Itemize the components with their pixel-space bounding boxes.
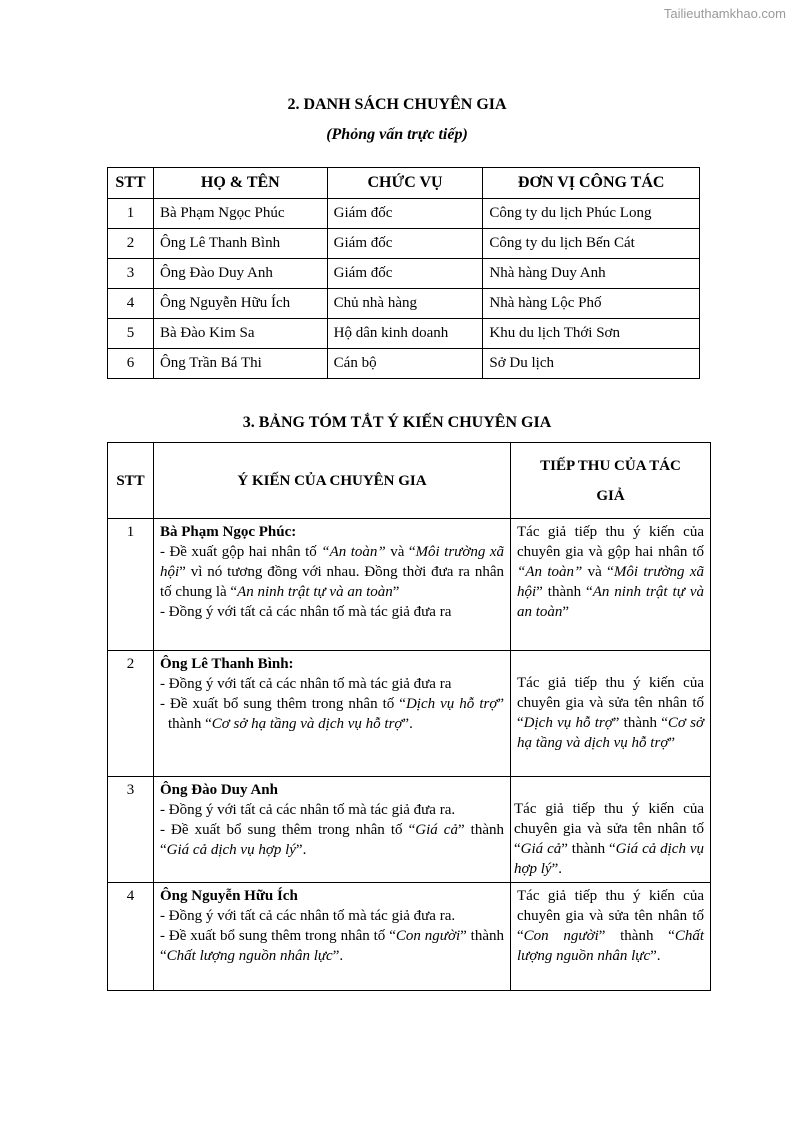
opinion-text: - Đề xuất bổ sung thêm trong nhân tố “Giá cả” thành “Giá cả dịch vụ hợp lý”.: [160, 822, 504, 858]
cell-unit: Công ty du lịch Bến Cát: [483, 229, 700, 259]
cell-position: Giám đốc: [327, 199, 483, 229]
cell-opinion: [154, 651, 511, 777]
cell-opinion: [154, 777, 511, 883]
opinion-text: - Đề xuất bổ sung thêm trong nhân tố “Dịch vụ hỗ trợ” thành “Cơ sở hạ tầng và dịch vụ hỗ trợ”.: [160, 696, 505, 732]
cell-name: Ông Trần Bá Thi: [153, 349, 327, 379]
cell-stt: 3: [108, 259, 154, 289]
table-row: [108, 319, 700, 349]
table-header-row: [108, 168, 700, 199]
header-unit: ĐƠN VỊ CÔNG TÁC: [483, 168, 700, 199]
cell-stt: 1: [108, 519, 154, 651]
cell-unit: Nhà hàng Lộc Phố: [483, 289, 700, 319]
cell-stt: 2: [108, 229, 154, 259]
cell-position: Cán bộ: [327, 349, 483, 379]
table-header-row: [108, 443, 711, 519]
expert-opinion-table: [107, 442, 711, 991]
watermark: Tailieuthamkhao.com: [663, 6, 786, 21]
cell-name: Bà Phạm Ngọc Phúc: [153, 199, 327, 229]
header-name: HỌ & TÊN: [153, 168, 327, 199]
cell-response: Tác giả tiếp thu ý kiến của chuyên gia và sửa tên nhân tố “Giá cả” thành “Giá cả dịch vụ hợp lý”.: [511, 777, 711, 883]
table-row: [108, 289, 700, 319]
cell-stt: 4: [108, 289, 154, 319]
cell-stt: 3: [108, 777, 154, 883]
header-response-line-1: TIẾP THU CỦA TÁC: [540, 457, 681, 474]
cell-stt: 2: [108, 651, 154, 777]
cell-unit: Khu du lịch Thới Sơn: [483, 319, 700, 349]
header-response: [511, 443, 711, 519]
cell-unit: Công ty du lịch Phúc Long: [483, 199, 700, 229]
header-stt: STT: [108, 443, 154, 519]
cell-position: Giám đốc: [327, 259, 483, 289]
table-row: [108, 519, 711, 651]
cell-name: Ông Đào Duy Anh: [153, 259, 327, 289]
opinion-text: - Đồng ý với tất cả các nhân tố mà tác giả đưa ra: [160, 676, 452, 692]
cell-response: Tác giả tiếp thu ý kiến của chuyên gia và gộp hai nhân tố “An toàn” và “Môi trường xã hội” thành “An ninh trật tự và an toàn”: [511, 519, 711, 651]
opinion-text: - Đồng ý với tất cả các nhân tố mà tác giả đưa ra: [160, 604, 452, 620]
cell-unit: Sở Du lịch: [483, 349, 700, 379]
opinion-text: - Đề xuất bổ sung thêm trong nhân tố “Con người” thành “Chất lượng nguồn nhân lực”.: [160, 928, 505, 964]
header-response-line-2: GIẢ: [596, 487, 625, 504]
section-2-subtitle: (Phỏng vấn trực tiếp): [326, 126, 468, 143]
opinion-text: - Đề xuất gộp hai nhân tố “An toàn” và “Môi trường xã hội” vì nó tương đồng với nhau. Đồng thời đưa ra nhân tố chung là “An ninh trật tự và an toàn”: [160, 544, 505, 600]
header-stt: STT: [108, 168, 154, 199]
table-row: [108, 229, 700, 259]
table-row: [108, 199, 700, 229]
expert-name: Ông Đào Duy Anh: [160, 782, 278, 798]
header-opinion: Ý KIẾN CỦA CHUYÊN GIA: [154, 443, 511, 519]
expert-name: Bà Phạm Ngọc Phúc:: [160, 524, 297, 540]
cell-response: Tác giả tiếp thu ý kiến của chuyên gia và sửa tên nhân tố “Con người” thành “Chất lượng nguồn nhân lực”.: [511, 883, 711, 991]
cell-unit: Nhà hàng Duy Anh: [483, 259, 700, 289]
table-row: [108, 349, 700, 379]
cell-position: Chủ nhà hàng: [327, 289, 483, 319]
header-position: CHỨC VỤ: [327, 168, 483, 199]
expert-name: Ông Nguyễn Hữu Ích: [160, 888, 298, 904]
cell-opinion: [154, 519, 511, 651]
table-row: [108, 777, 711, 883]
cell-name: Ông Lê Thanh Bình: [153, 229, 327, 259]
expert-name: Ông Lê Thanh Bình:: [160, 656, 294, 672]
cell-response: Tác giả tiếp thu ý kiến của chuyên gia và sửa tên nhân tố “Dịch vụ hỗ trợ” thành “Cơ sở hạ tầng và dịch vụ hỗ trợ”: [511, 651, 711, 777]
section-3-title: 3. BẢNG TÓM TẮT Ý KIẾN CHUYÊN GIA: [242, 414, 552, 431]
cell-stt: 1: [108, 199, 154, 229]
cell-position: Hộ dân kinh doanh: [327, 319, 483, 349]
cell-position: Giám đốc: [327, 229, 483, 259]
cell-stt: 6: [108, 349, 154, 379]
cell-opinion: [154, 883, 511, 991]
section-2-title: 2. DANH SÁCH CHUYÊN GIA: [287, 96, 507, 113]
opinion-text: - Đồng ý với tất cả các nhân tố mà tác giả đưa ra.: [160, 908, 456, 924]
cell-stt: 4: [108, 883, 154, 991]
table-row: [108, 651, 711, 777]
expert-list-table: [107, 167, 700, 379]
cell-stt: 5: [108, 319, 154, 349]
table-row: [108, 883, 711, 991]
cell-name: Bà Đào Kim Sa: [153, 319, 327, 349]
opinion-text: - Đồng ý với tất cả các nhân tố mà tác giả đưa ra.: [160, 802, 456, 818]
table-row: [108, 259, 700, 289]
cell-name: Ông Nguyễn Hữu Ích: [153, 289, 327, 319]
